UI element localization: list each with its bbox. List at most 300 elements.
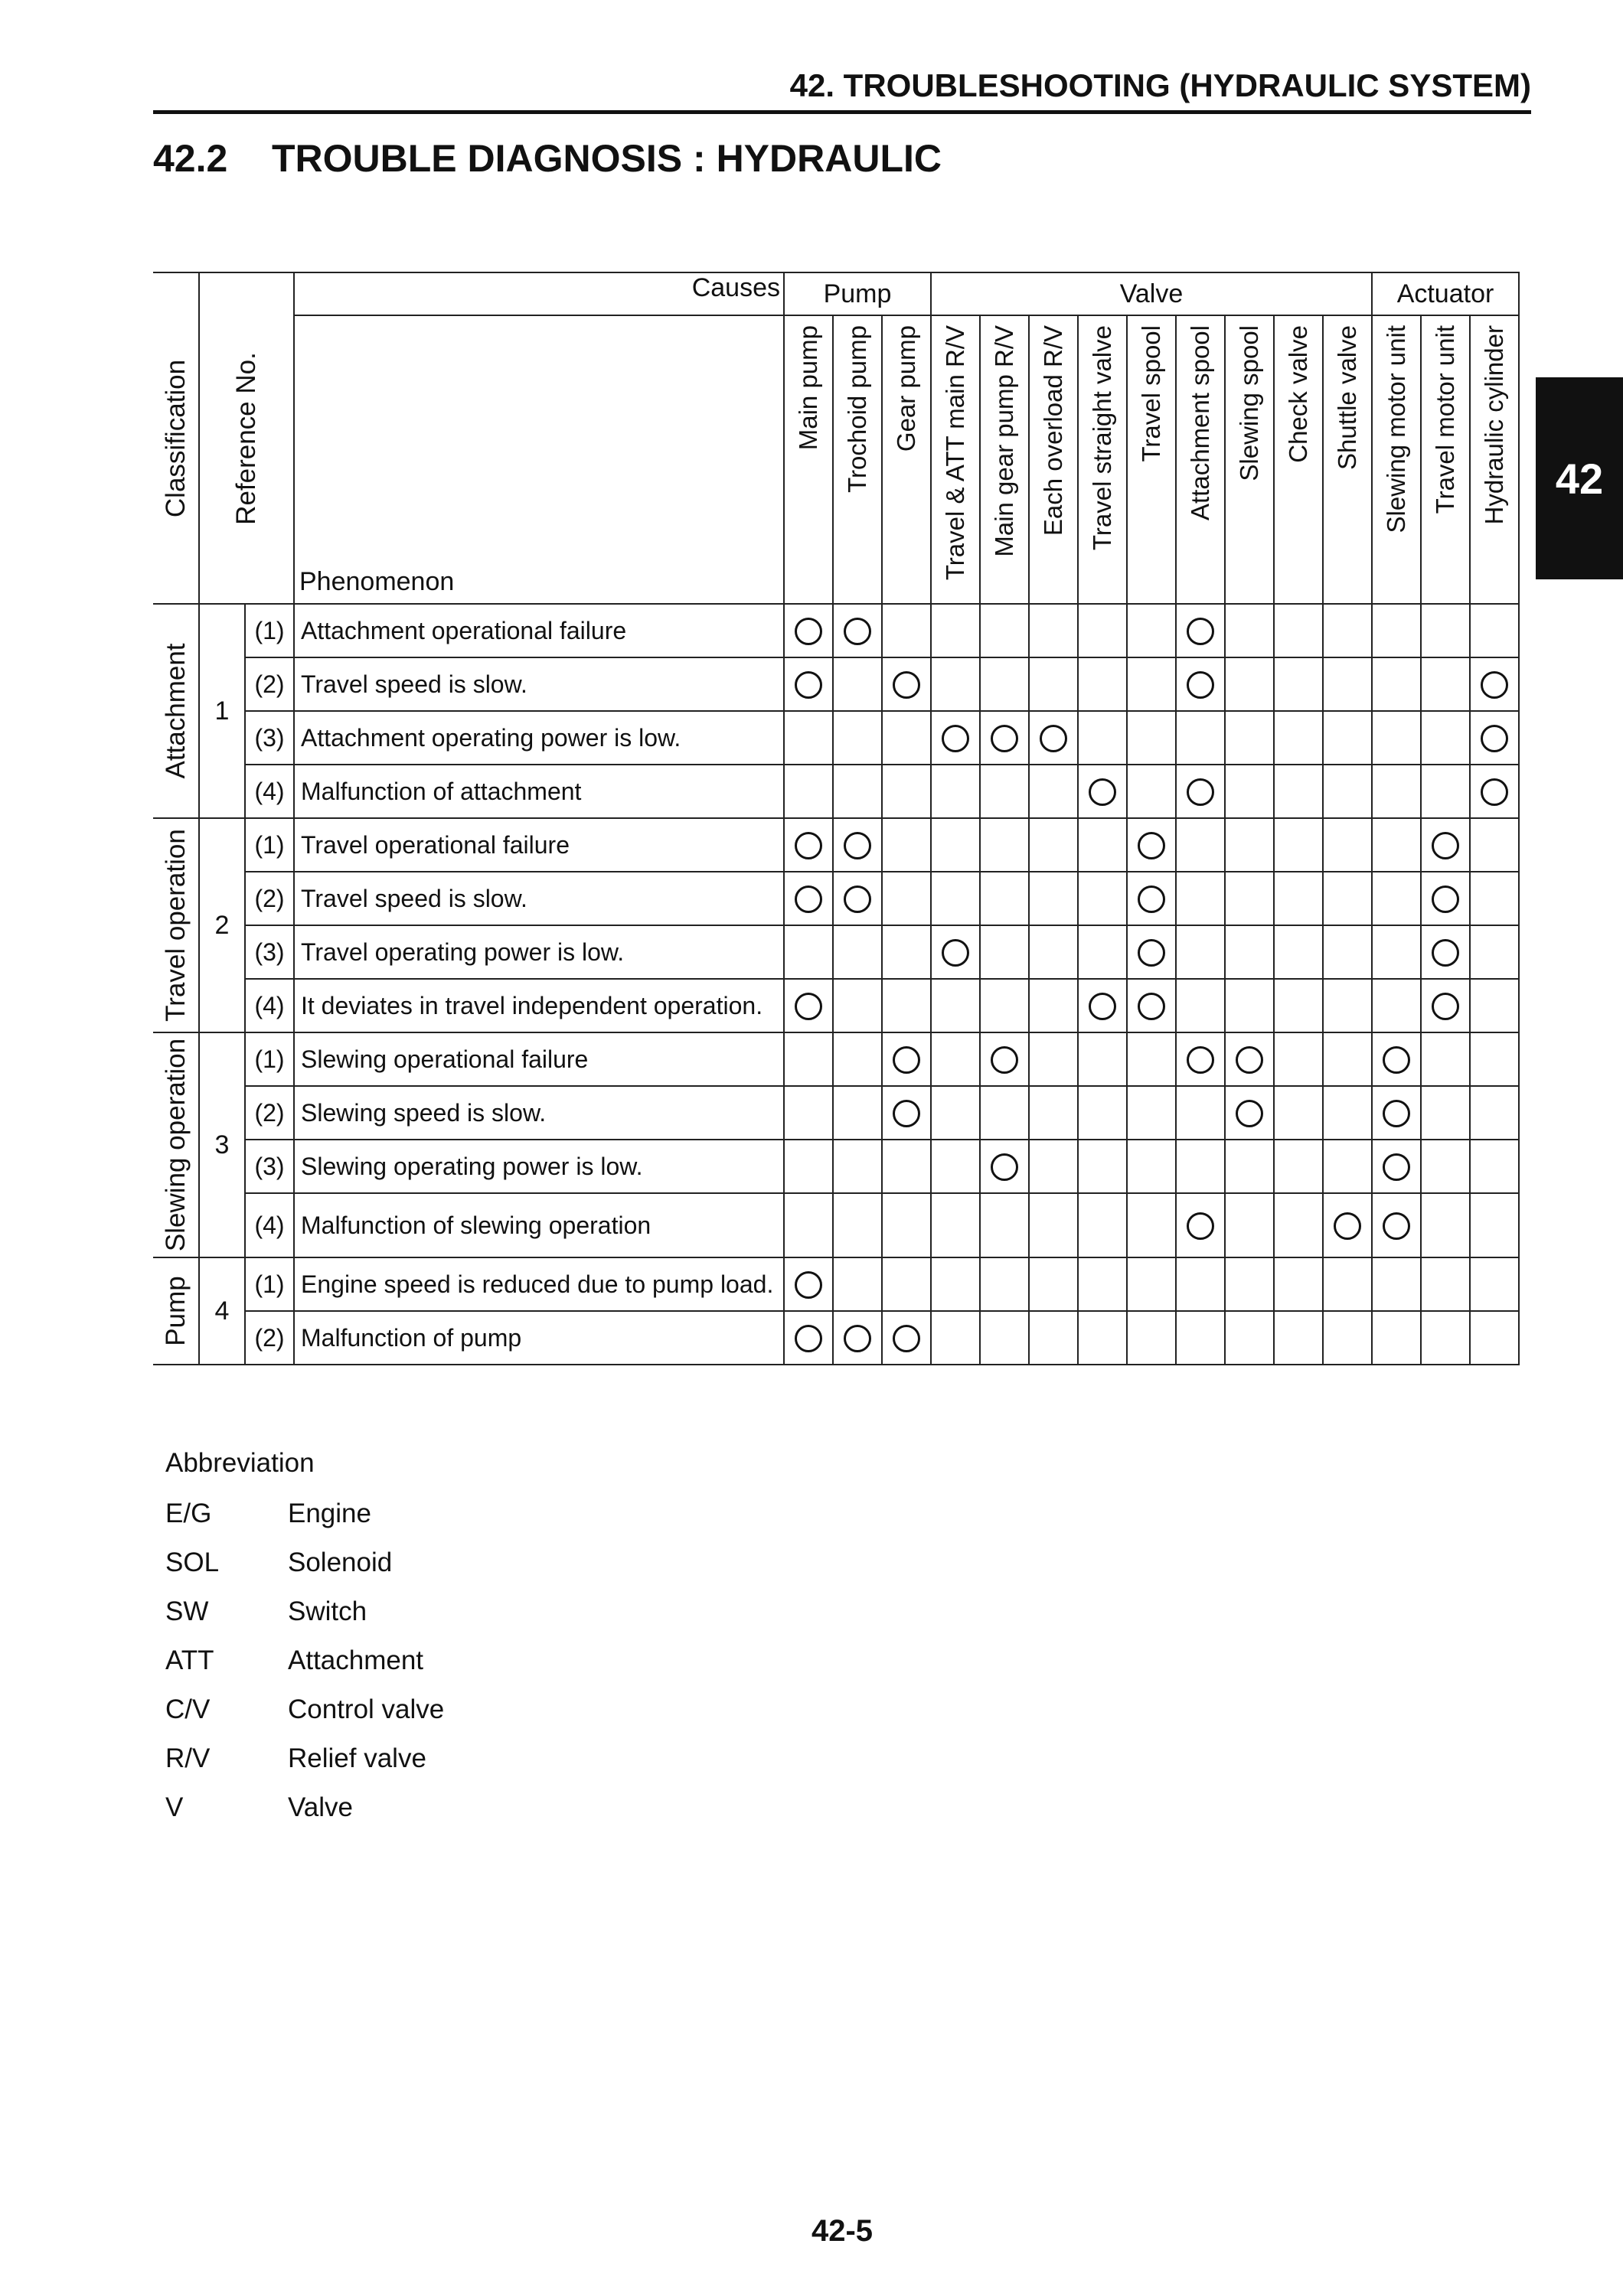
cause-cell	[1176, 1193, 1225, 1257]
cause-cell	[833, 604, 882, 657]
diagnosis-table	[153, 272, 1520, 1365]
reference-number: 2	[199, 818, 245, 1032]
cause-label: Main gear pump R/V	[990, 325, 1018, 557]
abbreviation-key: V	[165, 1792, 184, 1822]
cause-cell	[980, 818, 1029, 872]
cause-cell	[1323, 818, 1372, 872]
classification-cell	[153, 604, 199, 818]
cause-cell	[1470, 1311, 1519, 1365]
cause-group-valve: Valve	[931, 272, 1372, 315]
cause-cell	[1078, 1032, 1127, 1086]
circle-mark-icon	[893, 1046, 920, 1074]
circle-mark-icon	[1383, 1100, 1410, 1127]
cause-cell	[1372, 1193, 1421, 1257]
cause-cell	[1225, 711, 1274, 765]
phenomenon-text: Slewing operational failure	[294, 1032, 784, 1086]
cause-cell	[980, 1193, 1029, 1257]
cause-cell	[1323, 872, 1372, 925]
cause-header-12	[1372, 315, 1421, 604]
cause-cell	[1274, 979, 1323, 1032]
item-number: (1)	[245, 818, 294, 872]
phenomenon-header: Phenomenon	[294, 315, 784, 604]
cause-cell	[1029, 711, 1078, 765]
cause-cell	[1421, 872, 1470, 925]
cause-cell	[833, 657, 882, 711]
cause-label: Main pump	[794, 325, 822, 451]
cause-cell	[980, 604, 1029, 657]
circle-mark-icon	[1236, 1046, 1263, 1074]
cause-cell	[1274, 765, 1323, 818]
cause-cell	[1029, 1032, 1078, 1086]
cause-cell	[1176, 979, 1225, 1032]
cause-cell	[1078, 604, 1127, 657]
cause-cell	[784, 1032, 833, 1086]
abbreviation-value: Attachment	[288, 1645, 424, 1675]
classification-label: Classification	[160, 359, 191, 517]
cause-cell	[1470, 872, 1519, 925]
cause-cell	[1127, 1032, 1176, 1086]
cause-cell	[1323, 1311, 1372, 1365]
cause-cell	[882, 657, 931, 711]
cause-cell	[1323, 711, 1372, 765]
cause-cell	[931, 1311, 980, 1365]
abbreviation-item	[165, 1694, 444, 1743]
cause-cell	[931, 818, 980, 872]
cause-cell	[980, 1311, 1029, 1365]
circle-mark-icon	[991, 1046, 1018, 1074]
cause-cell	[1029, 604, 1078, 657]
cause-cell	[833, 1032, 882, 1086]
cause-cell	[1372, 604, 1421, 657]
cause-cell	[1470, 979, 1519, 1032]
circle-mark-icon	[795, 618, 822, 645]
phenomenon-text: Attachment operating power is low.	[294, 711, 784, 765]
cause-cell	[882, 1140, 931, 1193]
cause-cell	[1078, 765, 1127, 818]
cause-cell	[1225, 818, 1274, 872]
reference-header	[199, 272, 294, 604]
cause-cell	[882, 979, 931, 1032]
cause-cell	[1372, 657, 1421, 711]
item-number: (1)	[245, 1032, 294, 1086]
circle-mark-icon	[1187, 671, 1214, 699]
cause-cell	[1225, 604, 1274, 657]
cause-cell	[1127, 657, 1176, 711]
cause-cell	[931, 711, 980, 765]
cause-cell	[1470, 1140, 1519, 1193]
cause-cell	[1421, 925, 1470, 979]
chapter-title: 42. TROUBLESHOOTING (HYDRAULIC SYSTEM)	[789, 67, 1531, 103]
phenomenon-text: Slewing operating power is low.	[294, 1140, 784, 1193]
cause-cell	[1225, 925, 1274, 979]
cause-header-5	[1029, 315, 1078, 604]
circle-mark-icon	[844, 618, 871, 645]
abbreviation-item	[165, 1792, 444, 1841]
abbreviation-value: Valve	[288, 1792, 353, 1822]
circle-mark-icon	[991, 1153, 1018, 1181]
cause-cell	[1176, 818, 1225, 872]
item-number: (1)	[245, 1257, 294, 1311]
cause-cell	[1029, 1311, 1078, 1365]
cause-cell	[980, 1032, 1029, 1086]
cause-cell	[1127, 818, 1176, 872]
cause-cell	[931, 657, 980, 711]
circle-mark-icon	[795, 1271, 822, 1299]
cause-cell	[931, 925, 980, 979]
abbreviation-key: ATT	[165, 1645, 214, 1675]
item-number: (2)	[245, 1086, 294, 1140]
cause-cell	[931, 1086, 980, 1140]
cause-cell	[1274, 872, 1323, 925]
cause-cell	[1225, 1140, 1274, 1193]
cause-cell	[1029, 979, 1078, 1032]
cause-cell	[1470, 604, 1519, 657]
cause-cell	[784, 1086, 833, 1140]
cause-cell	[833, 1140, 882, 1193]
cause-cell	[882, 1086, 931, 1140]
cause-cell	[1470, 925, 1519, 979]
cause-cell	[1127, 1257, 1176, 1311]
cause-cell	[1323, 925, 1372, 979]
abbreviation-item	[165, 1645, 444, 1694]
cause-label: Slewing spool	[1235, 325, 1263, 481]
cause-group-pump: Pump	[784, 272, 931, 315]
cause-header-11	[1323, 315, 1372, 604]
cause-cell	[1176, 1311, 1225, 1365]
cause-cell	[833, 925, 882, 979]
abbreviation-value: Switch	[288, 1596, 367, 1626]
abbreviation-item	[165, 1499, 444, 1548]
table-row	[153, 925, 1519, 979]
item-number: (3)	[245, 711, 294, 765]
cause-cell	[1470, 1086, 1519, 1140]
circle-mark-icon	[1138, 939, 1165, 967]
circle-mark-icon	[795, 832, 822, 859]
cause-cell	[1470, 657, 1519, 711]
cause-cell	[833, 1193, 882, 1257]
item-number: (2)	[245, 872, 294, 925]
cause-cell	[833, 872, 882, 925]
reference-label: Reference No.	[231, 351, 261, 525]
cause-cell	[1274, 1032, 1323, 1086]
cause-cell	[1421, 1257, 1470, 1311]
classification-cell	[153, 1032, 199, 1257]
cause-cell	[1078, 818, 1127, 872]
circle-mark-icon	[1481, 671, 1508, 699]
cause-cell	[784, 818, 833, 872]
cause-cell	[833, 1086, 882, 1140]
cause-cell	[1225, 1311, 1274, 1365]
cause-label: Each overload R/V	[1039, 325, 1067, 536]
cause-label: Travel straight valve	[1088, 325, 1116, 551]
circle-mark-icon	[1383, 1212, 1410, 1240]
cause-header-7	[1127, 315, 1176, 604]
cause-cell	[784, 1257, 833, 1311]
circle-mark-icon	[1481, 778, 1508, 806]
cause-cell	[931, 979, 980, 1032]
table-row	[153, 1311, 1519, 1365]
cause-cell	[1176, 1032, 1225, 1086]
cause-header-3	[931, 315, 980, 604]
cause-cell	[1372, 1140, 1421, 1193]
circle-mark-icon	[795, 993, 822, 1020]
cause-label: Travel motor unit	[1431, 325, 1459, 514]
cause-cell	[882, 1193, 931, 1257]
abbreviation-key: E/G	[165, 1499, 212, 1528]
abbreviation-key: SOL	[165, 1548, 220, 1577]
section-title-text: TROUBLE DIAGNOSIS : HYDRAULIC	[272, 137, 942, 180]
cause-cell	[1421, 1140, 1470, 1193]
phenomenon-text: It deviates in travel independent operation.	[294, 979, 784, 1032]
cause-cell	[1225, 872, 1274, 925]
classification-cell	[153, 1257, 199, 1365]
cause-label: Slewing motor unit	[1382, 325, 1410, 533]
cause-header-14	[1470, 315, 1519, 604]
cause-cell	[1323, 1257, 1372, 1311]
cause-cell	[1274, 1311, 1323, 1365]
cause-cell	[1421, 657, 1470, 711]
reference-number: 4	[199, 1257, 245, 1365]
chapter-tab: 42	[1536, 377, 1623, 579]
circle-mark-icon	[795, 885, 822, 913]
cause-cell	[784, 979, 833, 1032]
classification-label: Pump	[160, 1276, 191, 1346]
cause-cell	[882, 1257, 931, 1311]
cause-cell	[784, 765, 833, 818]
cause-label: Check valve	[1284, 325, 1312, 463]
abbreviation-key: R/V	[165, 1743, 211, 1773]
circle-mark-icon	[1187, 1046, 1214, 1074]
cause-label: Gear pump	[892, 325, 920, 452]
classification-label: Travel operation	[160, 829, 191, 1022]
cause-cell	[1372, 1257, 1421, 1311]
circle-mark-icon	[1138, 993, 1165, 1020]
circle-mark-icon	[1383, 1046, 1410, 1074]
item-number: (4)	[245, 979, 294, 1032]
cause-cell	[1372, 1311, 1421, 1365]
cause-cell	[1029, 925, 1078, 979]
cause-label: Attachment spool	[1186, 325, 1214, 520]
phenomenon-text: Travel speed is slow.	[294, 872, 784, 925]
item-number: (2)	[245, 657, 294, 711]
cause-label: Travel spool	[1137, 325, 1165, 462]
cause-cell	[1078, 925, 1127, 979]
cause-cell	[1372, 1032, 1421, 1086]
item-number: (3)	[245, 925, 294, 979]
cause-cell	[1470, 1193, 1519, 1257]
cause-cell	[1029, 872, 1078, 925]
cause-cell	[1470, 818, 1519, 872]
abbreviation-list	[165, 1499, 444, 1841]
cause-cell	[833, 1257, 882, 1311]
cause-cell	[882, 818, 931, 872]
cause-cell	[784, 657, 833, 711]
cause-cell	[1421, 979, 1470, 1032]
item-number: (2)	[245, 1311, 294, 1365]
cause-cell	[1078, 1311, 1127, 1365]
cause-cell	[833, 818, 882, 872]
reference-number: 1	[199, 604, 245, 818]
cause-cell	[882, 765, 931, 818]
cause-cell	[1225, 1086, 1274, 1140]
cause-cell	[931, 1140, 980, 1193]
abbreviation-section	[165, 1448, 444, 1841]
cause-cell	[1274, 925, 1323, 979]
cause-header-4	[980, 315, 1029, 604]
cause-cell	[1372, 979, 1421, 1032]
cause-cell	[1421, 1032, 1470, 1086]
cause-cell	[1323, 604, 1372, 657]
cause-cell	[931, 604, 980, 657]
table-row	[153, 1032, 1519, 1086]
classification-label: Attachment	[160, 643, 191, 779]
table-row	[153, 604, 1519, 657]
cause-cell	[1274, 818, 1323, 872]
item-number: (3)	[245, 1140, 294, 1193]
cause-header-1	[833, 315, 882, 604]
cause-cell	[1372, 765, 1421, 818]
cause-cell	[1127, 1193, 1176, 1257]
item-number: (1)	[245, 604, 294, 657]
cause-cell	[784, 872, 833, 925]
cause-cell	[931, 765, 980, 818]
cause-cell	[1127, 765, 1176, 818]
cause-cell	[1274, 1193, 1323, 1257]
cause-cell	[1470, 711, 1519, 765]
cause-cell	[1372, 872, 1421, 925]
circle-mark-icon	[1334, 1212, 1361, 1240]
cause-cell	[833, 979, 882, 1032]
cause-cell	[1421, 711, 1470, 765]
cause-cell	[1323, 1193, 1372, 1257]
cause-cell	[1029, 1086, 1078, 1140]
cause-label: Trochoid pump	[843, 325, 871, 493]
abbreviation-key: C/V	[165, 1694, 211, 1724]
phenomenon-text: Engine speed is reduced due to pump load.	[294, 1257, 784, 1311]
cause-header-2	[882, 315, 931, 604]
cause-cell	[1274, 1257, 1323, 1311]
cause-cell	[1225, 1032, 1274, 1086]
phenomenon-text: Travel operational failure	[294, 818, 784, 872]
section-title	[153, 136, 942, 181]
cause-cell	[1372, 711, 1421, 765]
abbreviation-item	[165, 1548, 444, 1596]
circle-mark-icon	[942, 725, 969, 752]
classification-header	[153, 272, 199, 604]
cause-cell	[1176, 604, 1225, 657]
table-row	[153, 818, 1519, 872]
circle-mark-icon	[844, 885, 871, 913]
circle-mark-icon	[893, 1325, 920, 1352]
cause-cell	[1176, 711, 1225, 765]
circle-mark-icon	[1187, 1212, 1214, 1240]
cause-cell	[1323, 1140, 1372, 1193]
phenomenon-text: Malfunction of slewing operation	[294, 1193, 784, 1257]
cause-cell	[1127, 1086, 1176, 1140]
circle-mark-icon	[795, 1325, 822, 1352]
circle-mark-icon	[1138, 832, 1165, 859]
cause-cell	[1029, 1140, 1078, 1193]
cause-cell	[980, 711, 1029, 765]
table-row	[153, 1193, 1519, 1257]
circle-mark-icon	[1040, 725, 1067, 752]
cause-cell	[1274, 711, 1323, 765]
cause-cell	[1078, 872, 1127, 925]
cause-cell	[1323, 1032, 1372, 1086]
cause-cell	[1078, 1140, 1127, 1193]
classification-cell	[153, 818, 199, 1032]
cause-cell	[1127, 872, 1176, 925]
cause-cell	[784, 925, 833, 979]
reference-number: 3	[199, 1032, 245, 1257]
cause-cell	[1372, 925, 1421, 979]
cause-header-10	[1274, 315, 1323, 604]
cause-cell	[1127, 925, 1176, 979]
cause-header-9	[1225, 315, 1274, 604]
cause-cell	[1274, 1086, 1323, 1140]
cause-label: Shuttle valve	[1333, 325, 1361, 470]
circle-mark-icon	[991, 725, 1018, 752]
cause-label: Hydraulic cylinder	[1480, 325, 1508, 525]
section-number: 42.2	[153, 137, 228, 180]
abbreviation-value: Solenoid	[288, 1548, 393, 1577]
cause-cell	[784, 1311, 833, 1365]
cause-cell	[1176, 765, 1225, 818]
cause-cell	[1078, 711, 1127, 765]
cause-cell	[980, 925, 1029, 979]
cause-cell	[1029, 765, 1078, 818]
cause-cell	[1029, 818, 1078, 872]
circle-mark-icon	[1187, 618, 1214, 645]
cause-cell	[1225, 765, 1274, 818]
cause-cell	[784, 604, 833, 657]
cause-cell	[1323, 1086, 1372, 1140]
cause-cell	[833, 765, 882, 818]
cause-cell	[833, 711, 882, 765]
cause-cell	[784, 1140, 833, 1193]
cause-cell	[1078, 1193, 1127, 1257]
cause-cell	[1274, 1140, 1323, 1193]
table-row	[153, 657, 1519, 711]
phenomenon-text: Attachment operational failure	[294, 604, 784, 657]
circle-mark-icon	[1432, 939, 1459, 967]
cause-cell	[1274, 657, 1323, 711]
cause-cell	[882, 711, 931, 765]
circle-mark-icon	[1432, 832, 1459, 859]
item-number: (4)	[245, 1193, 294, 1257]
phenomenon-text: Travel operating power is low.	[294, 925, 784, 979]
circle-mark-icon	[844, 832, 871, 859]
phenomenon-text: Malfunction of pump	[294, 1311, 784, 1365]
classification-label: Slewing operation	[160, 1038, 191, 1252]
cause-cell	[1421, 604, 1470, 657]
cause-cell	[1372, 818, 1421, 872]
cause-cell	[1029, 1257, 1078, 1311]
cause-cell	[980, 765, 1029, 818]
cause-cell	[1127, 711, 1176, 765]
cause-cell	[1176, 657, 1225, 711]
table-row	[153, 1257, 1519, 1311]
cause-cell	[1127, 979, 1176, 1032]
table-row	[153, 1086, 1519, 1140]
cause-cell	[1176, 872, 1225, 925]
cause-cell	[1421, 765, 1470, 818]
cause-cell	[980, 979, 1029, 1032]
circle-mark-icon	[893, 1100, 920, 1127]
cause-cell	[1323, 765, 1372, 818]
cause-cell	[1421, 1193, 1470, 1257]
cause-cell	[882, 872, 931, 925]
